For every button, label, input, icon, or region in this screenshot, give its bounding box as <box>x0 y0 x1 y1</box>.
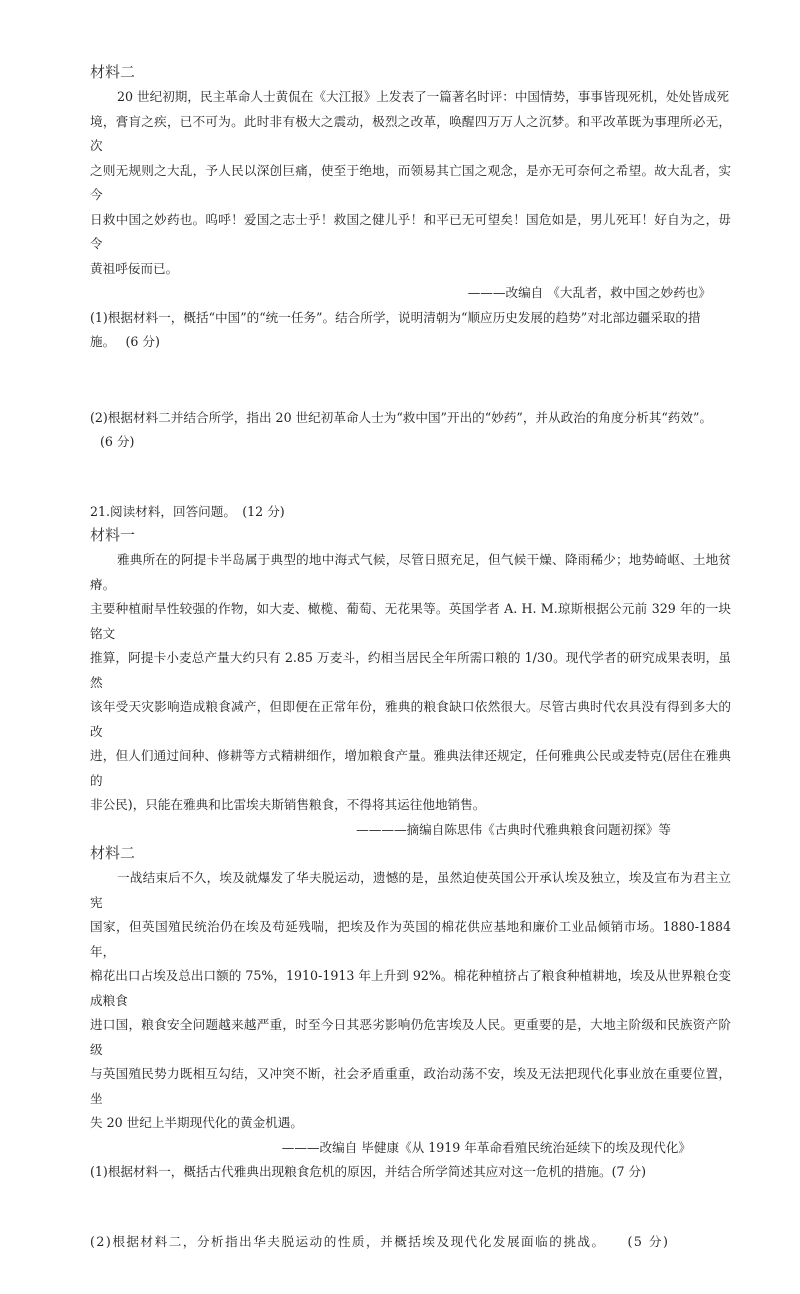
q21-material-1-line: 进，但人们通过间种、修耕等方式精耕细作，增加粮食产量。雅典法律还规定，任何雅典公民或麦特克(居住在雅典的 <box>90 748 731 788</box>
material-2-title: 材料二 <box>90 63 136 81</box>
material-2-line: 境，膏肓之疾，已不可为。此时非有极大之震动，极烈之改革，唤醒四万万人之沉梦。和平改革既为事理所必无，次 <box>90 113 731 153</box>
q21-material-2-line: 国家，但英国殖民统治仍在埃及苟延残喘，把埃及作为英国的棉花供应基地和廉价工业品倾销市场。1880-1884 年， <box>90 919 731 959</box>
q21-material-1-line: 推算，阿提卡小麦总产量大约只有 2.85 万麦斗，约相当居民全年所需口粮的 1/30。现代学者的研究成果表明，虽然 <box>90 650 731 690</box>
q21-question-1: (1)根据材料一，概括古代雅典出现粮食危机的原因，并结合所学简述其应对这一危机的措施。(7 分) <box>90 1164 647 1179</box>
q21-material-1-line: 主要种植耐旱性较强的作物，如大麦、橄榄、葡萄、无花果等。英国学者 A. H. M.琼斯根据公元前 329 年的一块铭文 <box>90 601 731 641</box>
q21-question-2: (2)根据材料二，分析指出华夫脱运动的性质，并概括埃及现代化发展面临的挑战。 (5 分) <box>90 1233 670 1249</box>
question-21-title: 21.阅读材料，回答问题。 (12 分) <box>90 503 285 519</box>
question-2-score: (6 分) <box>100 434 135 449</box>
material-2-line: 黄祖呼佞而已。 <box>90 260 179 276</box>
q21-material-1-line: 该年受天灾影响造成粮食减产，但即便在正常年份，雅典的粮食缺口依然很大。尽管古典时代农具没有得到多大的改 <box>90 699 731 739</box>
q21-material-1-line: 非公民)，只能在雅典和比雷埃夫斯销售粮食，不得将其运往他地销售。 <box>90 797 486 812</box>
q21-material-1-line: 雅典所在的阿提卡半岛属于典型的地中海式气候，尽管日照充足，但气候干燥、降雨稀少；地势崎岖、土地贫瘠。 <box>90 552 731 592</box>
material-2-line: 之则无规则之大乱，予人民以深创巨痛，使至于绝地，而领易其亡国之观念，是亦无可奈何之希望。故大乱者，实今 <box>90 162 731 202</box>
q21-material-2-line: 失 20 世纪上半期现代化的黄金机遇。 <box>90 1115 303 1130</box>
q21-material-2-line: 进口国，粮食安全问题越来越严重，时至今日其恶劣影响仍危害埃及人民。更重要的是，大地主阶级和民族资产阶级 <box>90 1017 731 1057</box>
question-1-cont: 施。 (6 分) <box>90 334 160 349</box>
material-2-source: ———改编自 《大乱者，救中国之妙药也》 <box>467 285 711 300</box>
q21-material-2-line: 一战结束后不久，埃及就爆发了华夫脱运动，遗憾的是，虽然迫使英国公开承认埃及独立，埃及宣布为君主立宪 <box>90 870 731 910</box>
material-2-line: 20 世纪初期，民主革命人士黄侃在《大江报》上发表了一篇著名时评：中国情势，事事皆现死机，处处皆成死 <box>117 89 729 104</box>
q21-material-2-line: 与英国殖民势力既相互勾结，又冲突不断，社会矛盾重重，政治动荡不安，埃及无法把现代化事业放在重要位置，坐 <box>90 1066 731 1106</box>
q21-material-1-title: 材料一 <box>90 526 136 544</box>
question-1: (1)根据材料一，概括“中国”的“统一任务”。结合所学，说明清朝为“顺应历史发展的趋势”对北部边疆采取的措 <box>90 309 701 325</box>
q21-material-2-title: 材料二 <box>90 844 136 862</box>
material-2-line: 日救中国之妙药也。呜呼！爱国之志士乎！救国之健儿乎！和平已无可望矣！国危如是，男儿死耳！好自为之，毋令 <box>90 211 731 251</box>
q21-material-2-line: 棉花出口占埃及总出口额的 75%，1910-1913 年上升到 92%。棉花种植挤占了粮食种植耕地，埃及从世界粮仓变成粮食 <box>90 968 731 1008</box>
q21-material-1-source: ————摘编自陈思伟《古典时代雅典粮食问题初探》等 <box>356 821 671 837</box>
question-2: (2)根据材料二并结合所学，指出 20 世纪初革命人士为“救中国”开出的“妙药”，并从政治的角度分析其“药效”。 <box>90 409 713 425</box>
q21-material-2-source: ———改编自 毕健康《从 1919 年革命看殖民统治延续下的埃及现代化》 <box>281 1139 691 1155</box>
